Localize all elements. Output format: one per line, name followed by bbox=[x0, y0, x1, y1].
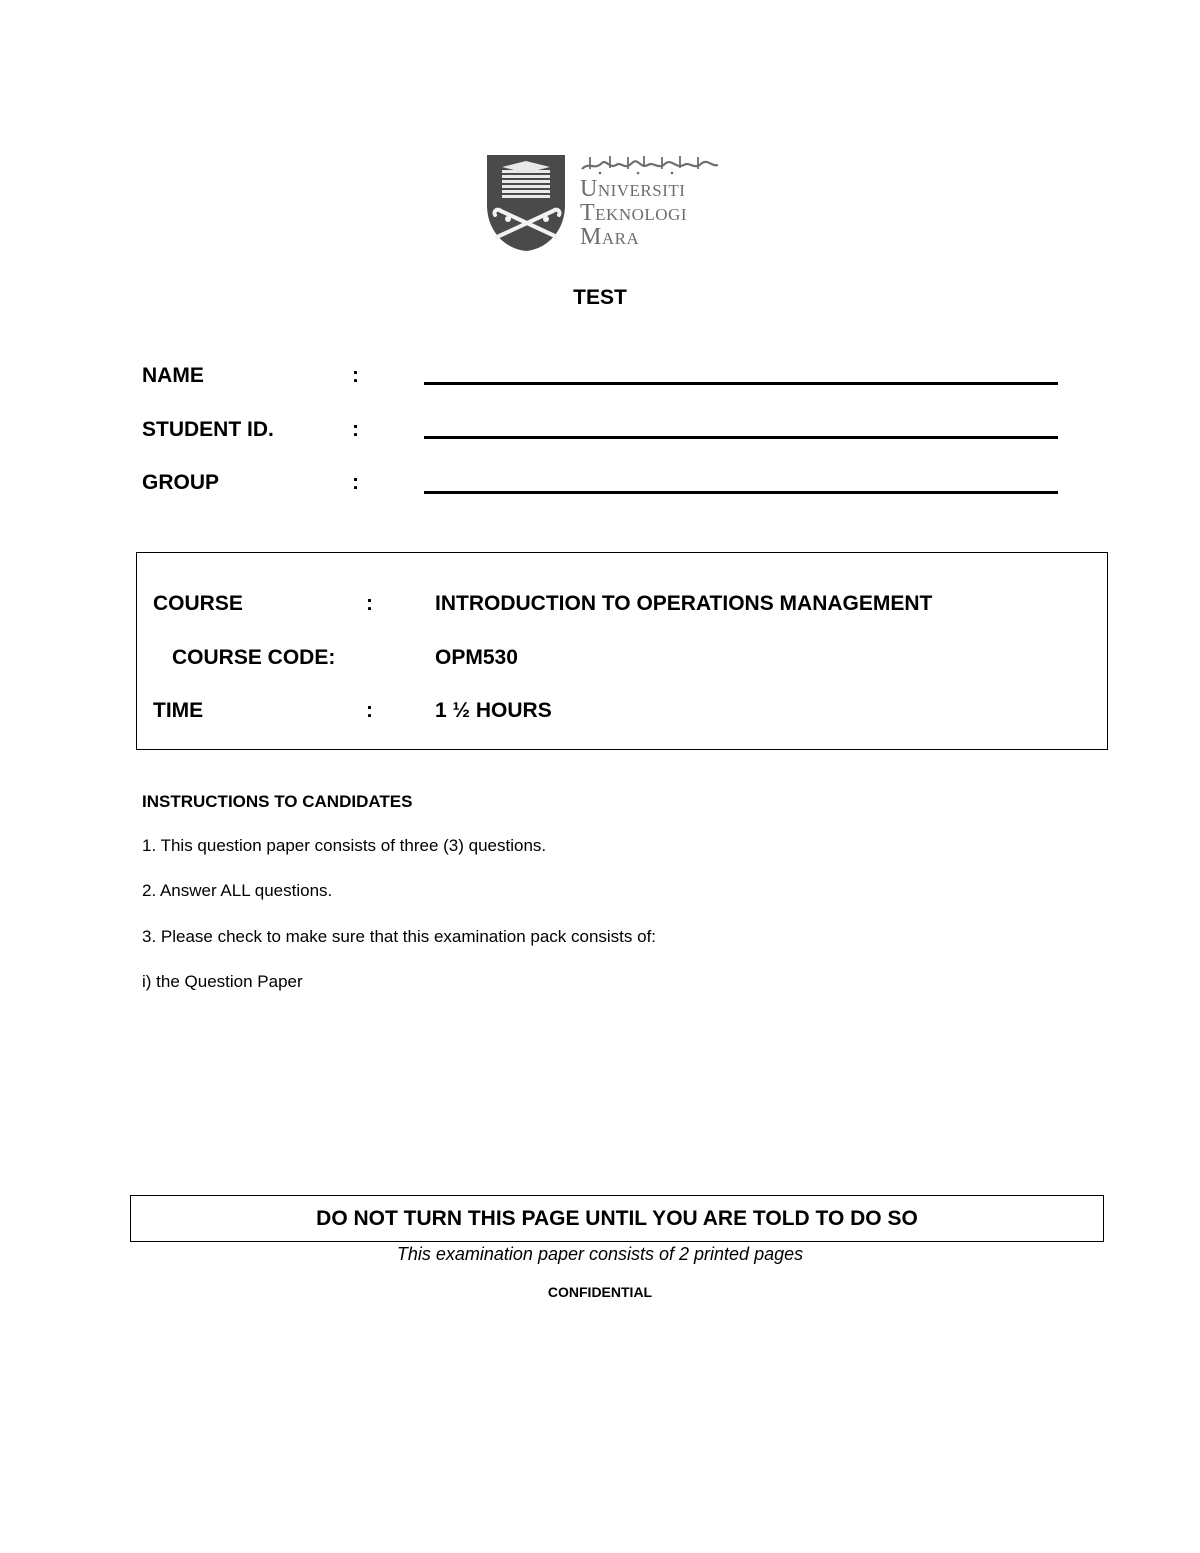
time-colon: : bbox=[366, 699, 373, 722]
logo-arabic-script bbox=[580, 153, 720, 175]
student-id-colon: : bbox=[352, 418, 359, 441]
page-count-note: This examination paper consists of 2 printed pages bbox=[396, 1244, 804, 1264]
group-field[interactable] bbox=[424, 491, 1058, 494]
logo-line-3: Mara bbox=[580, 224, 640, 250]
time-value: 1 ½ HOURS bbox=[435, 699, 552, 722]
page-title: TEST bbox=[573, 286, 627, 309]
logo-wordmark bbox=[580, 177, 687, 249]
course-value: INTRODUCTION TO OPERATIONS MANAGEMENT bbox=[435, 592, 933, 615]
student-id-label: STUDENT ID. bbox=[142, 418, 274, 441]
confidential-label: CONFIDENTIAL bbox=[547, 1284, 653, 1300]
uitm-crest-icon bbox=[485, 153, 569, 253]
course-label: COURSE bbox=[153, 592, 243, 615]
course-info-box bbox=[136, 552, 1108, 750]
name-colon: : bbox=[352, 364, 359, 387]
logo-line-2: Teknologi bbox=[580, 200, 687, 226]
instruction-item: 1. This question paper consists of three (3) questions. bbox=[142, 836, 547, 855]
group-colon: : bbox=[352, 471, 359, 494]
time-label: TIME bbox=[153, 699, 204, 722]
student-id-field[interactable] bbox=[424, 436, 1058, 439]
university-logo bbox=[485, 153, 725, 253]
name-label: NAME bbox=[142, 364, 204, 387]
name-field[interactable] bbox=[424, 382, 1058, 385]
instruction-item: 2. Answer ALL questions. bbox=[142, 881, 333, 900]
logo-line-1: Universiti bbox=[580, 176, 686, 202]
course-code-value: OPM530 bbox=[435, 646, 518, 669]
group-label: GROUP bbox=[142, 471, 220, 494]
course-code-label: COURSE CODE: bbox=[172, 646, 336, 669]
course-colon: : bbox=[366, 592, 373, 615]
instructions-heading: INSTRUCTIONS TO CANDIDATES bbox=[142, 792, 413, 811]
warning-box: DO NOT TURN THIS PAGE UNTIL YOU ARE TOLD TO DO SO bbox=[130, 1195, 1104, 1242]
instruction-item: 3. Please check to make sure that this examination pack consists of: bbox=[142, 927, 657, 946]
instruction-item: i) the Question Paper bbox=[142, 972, 303, 991]
